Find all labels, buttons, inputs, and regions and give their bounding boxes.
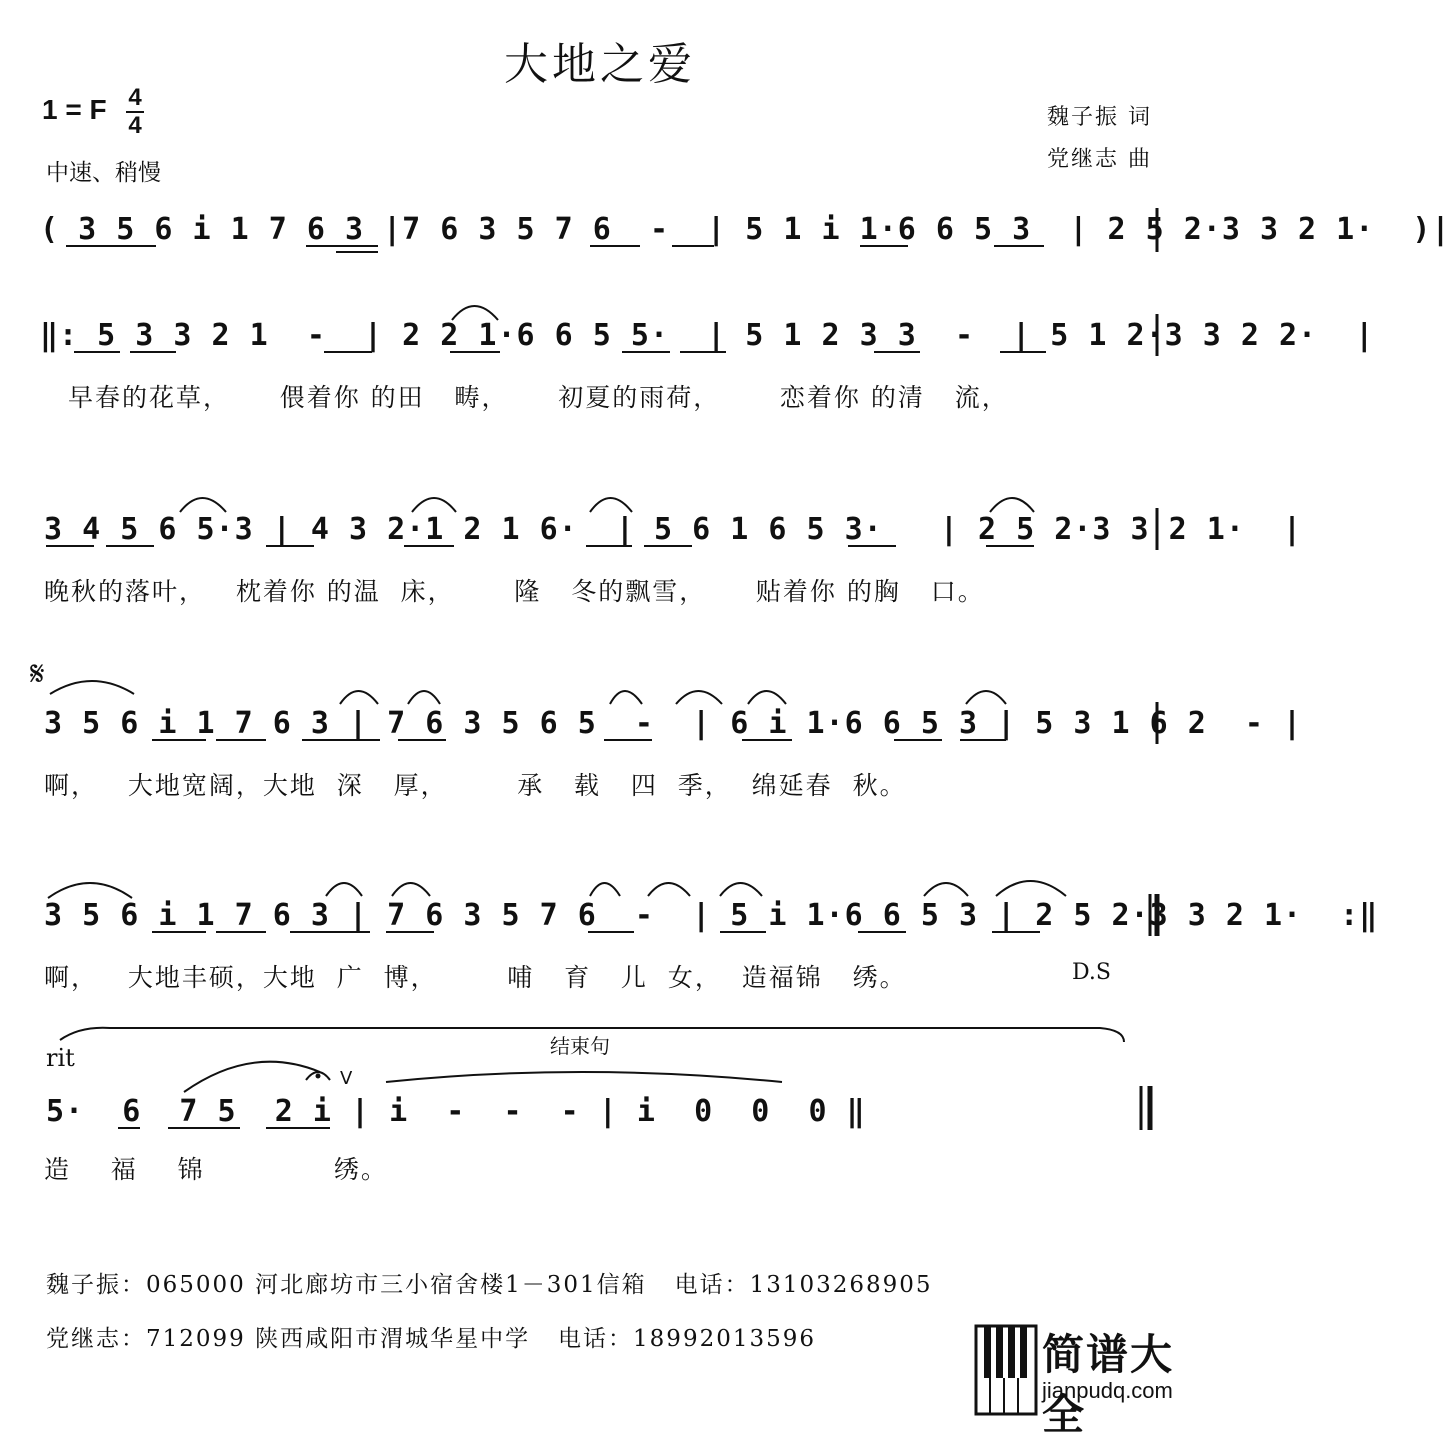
segno-icon: 𝄋 — [30, 654, 45, 694]
notation-row-verse-2: 3 4 5 6 5·3 | 4 3 2·1 2 1 6· | 5 6 1 6 5 3· | 2 5 2·3 3 2 1· | — [44, 512, 1303, 547]
notation-row-chorus-2: 3 5 6 i 1 7 6 3 | 7 6 3 5 7 6 - | 5 i 1·6 6 5 3 | 2 5 2·3 3 2 1· :‖ — [44, 898, 1379, 933]
logo-name: 简谱大全 — [1042, 1330, 1175, 1439]
key-signature: 1 = F — [42, 94, 107, 125]
lyrics-row-verse-2: 晚秋的落叶， 枕着你 的温 床， 隆 冬的飘雪， 贴着你 的胸 口。 — [44, 577, 985, 606]
notation-row-coda: 5· 6 7 5 2 i | i - - - | i 0 0 0 ‖ — [46, 1094, 866, 1129]
tempo-marking: 中速、稍慢 — [46, 160, 161, 186]
lyricist-contact: 魏子振：065000 河北廊坊市三小宿舍楼1－301信箱 电话：13103268905 — [46, 1272, 933, 1298]
song-title: 大地之爱 — [504, 39, 696, 90]
notation-row-chorus-1: 3 5 6 i 1 7 6 3 | 7 6 3 5 6 5 - | 6 i 1·6 6 5 3 | 5 3 1 6 2 - | — [44, 706, 1303, 741]
time-beats: 4 — [128, 84, 142, 111]
svg-text:V: V — [340, 1068, 353, 1089]
time-unit: 4 — [128, 112, 142, 139]
composer-contact: 党继志：712099 陕西咸阳市渭城华星中学 电话：18992013596 — [46, 1326, 817, 1352]
lyricist-credit: 魏子振 词 — [1047, 105, 1152, 130]
lyrics-row-chorus-1: 啊， 大地宽阔，大地 深 厚， 承 载 四 季， 绵延春 秋。 — [44, 771, 907, 800]
lyrics-row-chorus-2: 啊， 大地丰硕，大地 广 博， 哺 育 儿 女， 造福锦 绣。 — [44, 963, 907, 992]
dal-segno-mark: D.S — [1072, 960, 1111, 985]
ritardando-mark: rit — [46, 1044, 75, 1072]
ending-label: 结束句 — [550, 1034, 610, 1058]
lyrics-row-verse-1: 早春的花草， 偎着你 的田 畴， 初夏的雨荷， 恋着你 的清 流， — [68, 383, 1009, 412]
lyrics-row-coda: 造 福 锦 绣。 — [44, 1155, 388, 1184]
notation-row-intro: ( 3 5 6 i 1 7 6 3 |7 6 3 5 7 6 - | 5 1 i 1·6 6 5 3 | 2 5 2·3 3 2 1· )| — [40, 212, 1451, 247]
notation-row-verse-1: ‖: 5 3 3 2 1 - | 2 2 1·6 6 5 5· | 5 1 2 3 3 - | 5 1 2·3 3 2 2· | — [40, 318, 1375, 353]
composer-credit: 党继志 曲 — [1047, 147, 1152, 172]
logo-url: jianpudq.com — [1042, 1378, 1173, 1403]
